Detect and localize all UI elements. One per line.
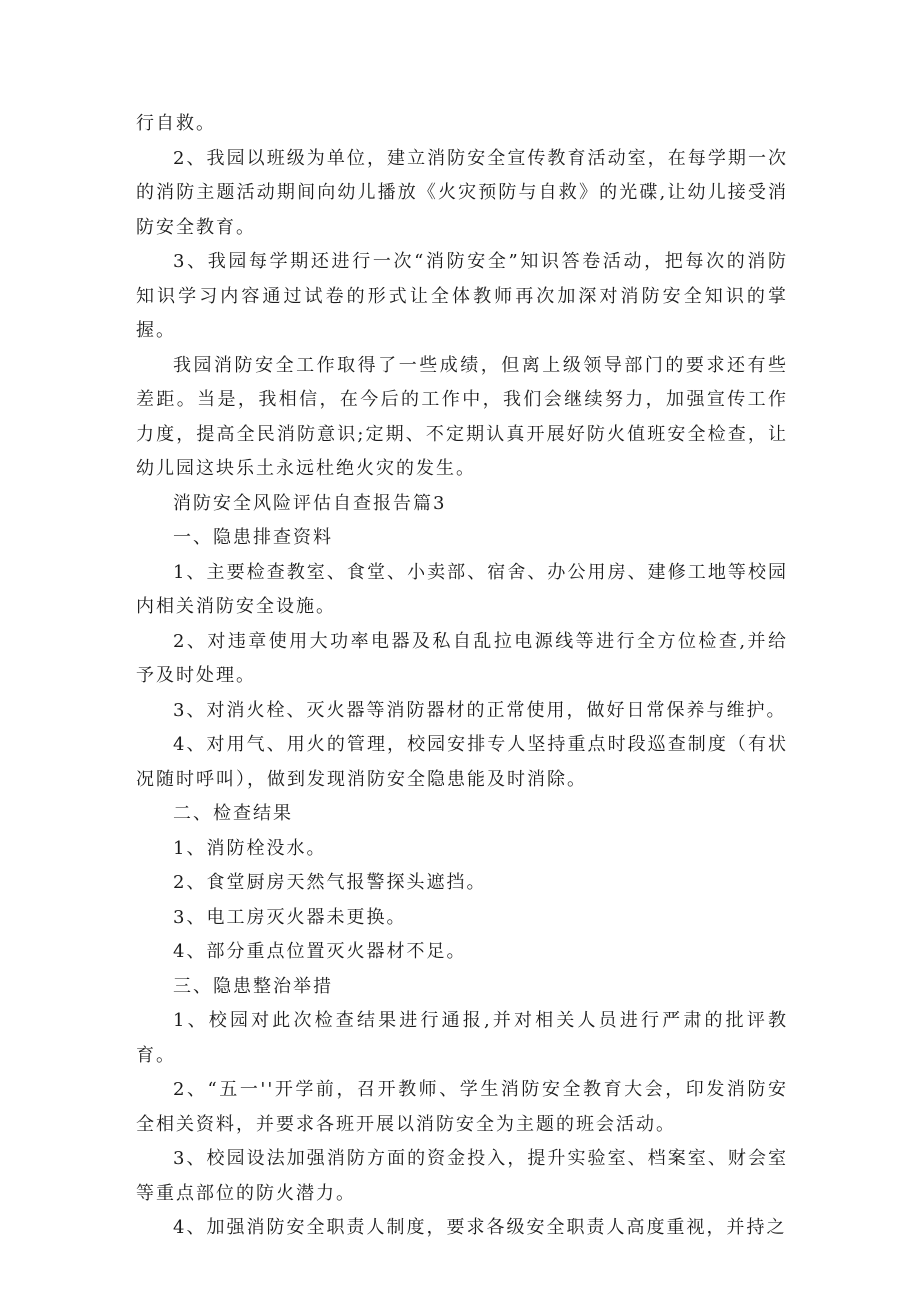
paragraph-measure-4: 4、加强消防安全职责人制度，要求各级安全职责人高度重视，并持之 <box>173 1217 787 1238</box>
paragraph-result-2: 2、食堂厨房天然气报警探头遮挡。 <box>173 872 487 893</box>
section-title-report-3: 消防安全风险评估自查报告篇3 <box>173 492 447 514</box>
heading-inspection-results: 二、检查结果 <box>173 803 293 824</box>
paragraph-result-3: 3、电工房灭火器未更换。 <box>173 906 407 928</box>
paragraph-result-1: 1、消防栓没水。 <box>173 837 327 859</box>
heading-hazard-inspection: 一、隐患排查资料 <box>173 527 333 548</box>
paragraph-inspection-4: 4、对用气、用火的管理，校园安排专人坚持重点时段巡查制度（有状况随时呼叫），做到发现消防安全隐患能及时消除。 <box>136 734 788 790</box>
paragraph-knowledge-quiz: 3、我园每学期还进行一次“消防安全”知识答卷活动，把每次的消防知识学习内容通过试卷的形式让全体教师再次加深对消防安全知识的掌握。 <box>136 251 788 341</box>
paragraph-measure-2: 2、“五一''开学前，召开教师、学生消防安全教育大会，印发消防安全相关资料，并要求各班开展以消防安全为主题的班会活动。 <box>136 1079 788 1135</box>
paragraph-summary: 我园消防安全工作取得了一些成绩，但离上级领导部门的要求还有些差距。当是，我相信，在今后的工作中，我们会继续努力，加强宣传工作力度，提高全民消防意识;定期、不定期认真开展好防火值班安全检查，让幼儿园这块乐土永远杜绝火灾的发生。 <box>136 354 788 479</box>
paragraph-classroom-activity: 2、我园以班级为单位，建立消防安全宣传教育活动室，在每学期一次的消防主题活动期间向幼儿播放《火灾预防与自救》的光碟,让幼儿接受消防安全教育。 <box>136 147 788 238</box>
paragraph-inspection-3: 3、对消火栓、灭火器等消防器材的正常使用，做好日常保养与维护。 <box>173 699 787 721</box>
paragraph-result-4: 4、部分重点位置灭火器材不足。 <box>173 941 467 962</box>
paragraph-inspection-1: 1、主要检查教室、食堂、小卖部、宿舍、办公用房、建修工地等校园内相关消防安全设施。 <box>136 561 788 617</box>
heading-remediation-measures: 三、隐患整治举措 <box>173 975 333 997</box>
paragraph-measure-1: 1、校园对此次检查结果进行通报,并对相关人员进行严肃的批评教育。 <box>136 1010 788 1066</box>
paragraph-inspection-2: 2、对违章使用大功率电器及私自乱拉电源线等进行全方位检查,并给予及时处理。 <box>136 630 788 686</box>
paragraph-measure-3: 3、校园设法加强消防方面的资金投入，提升实验室、档案室、财会室等重点部位的防火潜力。 <box>136 1148 788 1204</box>
paragraph-self-rescue-end: 行自救。 <box>136 113 216 134</box>
